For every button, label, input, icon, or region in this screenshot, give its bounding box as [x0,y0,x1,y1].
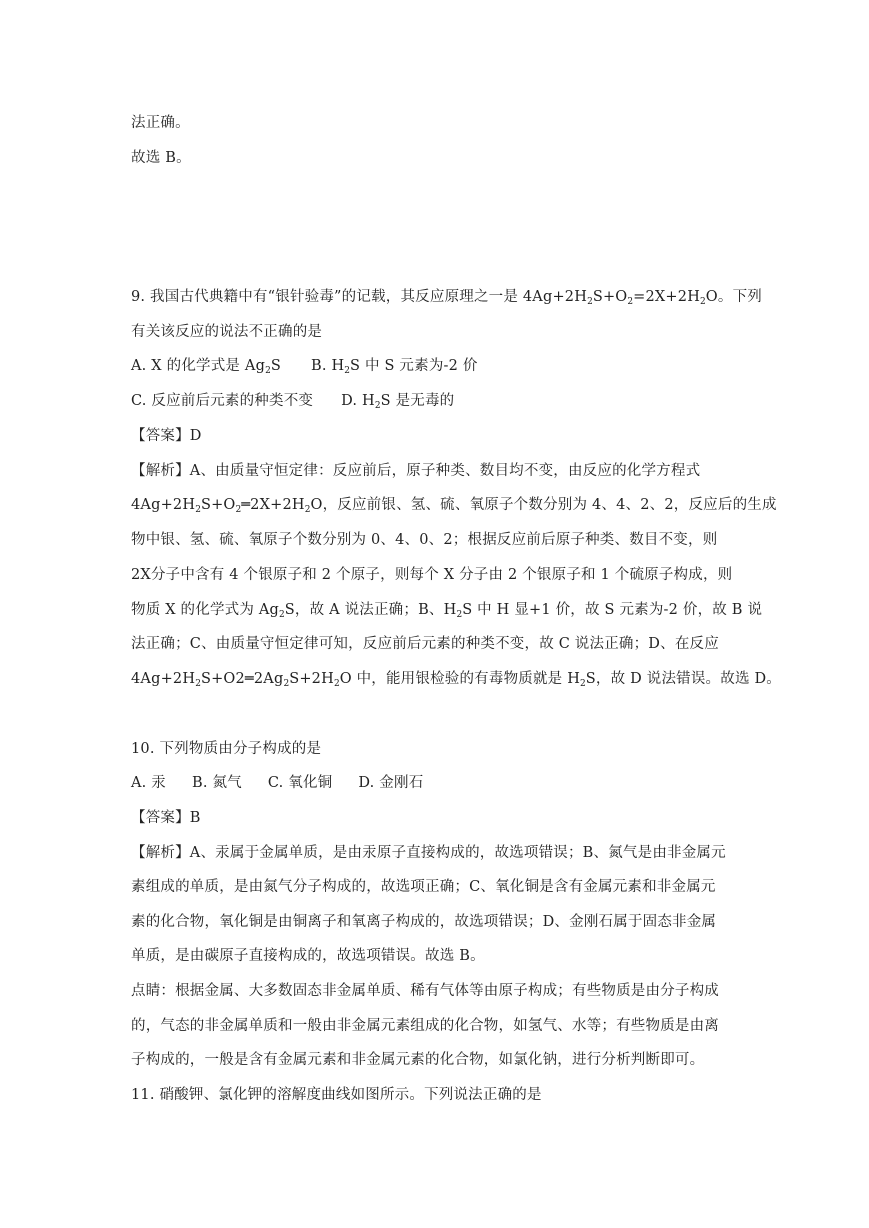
question-9-answer: 【答案】D [131,428,202,444]
question-10-analysis: 单质，是由碳原子直接构成的，故选项错误。故选 B。 [131,948,485,964]
subscript: 2 [333,679,340,689]
question-10-analysis: 【解析】A、汞属于金属单质，是由汞原子直接构成的，故选项错误；B、氮气是由非金属元 [131,845,726,861]
subscript: 2 [700,297,706,307]
text: S+O2═2Ag [200,671,284,687]
text: S+2H [289,671,334,687]
text: O，反应前银、氢、硫、氧原子个数分别为 4、4、2、2，反应后的生成 [310,497,777,513]
text: S 是无毒的 [380,393,455,409]
subscript: 2 [627,297,634,307]
question-10-note: 点睛：根据金属、大多数固态非金属单质、稀有气体等由原子构成；有些物质是由分子构成 [131,983,719,999]
question-10-answer: 【答案】B [131,810,201,826]
text: ═2X+2H [241,497,305,513]
question-10-analysis: 素的化合物，氧化铜是由铜离子和氧离子构成的，故选项错误；D、金刚石属于固态非金属 [131,914,717,930]
option-d: D. 金刚石 [358,775,424,791]
text: S [270,358,281,374]
question-9-stem-cont: 有关该反应的说法不正确的是 [131,324,323,340]
question-9-analysis: 物中银、氢、硫、氧原子个数分别为 0、4、0、2；根据反应前后原子种类、数目不变，则 [131,532,718,548]
subscript: 2 [283,679,290,689]
text-line: 法正确。 [131,115,190,131]
option-b: B. 氮气 [192,775,242,791]
text: S+O [200,497,236,513]
subscript: 2 [587,297,593,307]
question-9-analysis [131,600,762,625]
text: S 中 S 元素为-2 价 [350,358,478,374]
subscript: 2 [580,679,586,689]
subscript: 2 [374,401,381,411]
subscript: 2 [195,679,201,689]
subscript: 2 [265,366,271,376]
subscript: 2 [344,366,351,376]
option-c: C. 反应前后元素的种类不变 [131,393,314,409]
text: 9. 我国古代典籍中有“银针验毒”的记载，其反应原理之一是 4Ag+2H [131,289,588,305]
question-10-note: 的，气态的非金属单质和一般由非金属元素组成的化合物，如氢气、水等；有些物质是由离 [131,1018,719,1034]
text: S，故 D 说法错误。故选 D。 [585,671,781,687]
question-9-analysis: 2X分子中含有 4 个银原子和 2 个原子，则每个 X 分子由 2 个银原子和 1 个硫原子构成，则 [131,567,733,583]
subscript: 2 [195,505,201,515]
text: =2X+2H [633,289,701,305]
question-9-analysis [131,495,777,520]
option-a: A. 汞 [131,775,166,791]
question-10-note: 子构成的，一般是含有金属元素和非金属元素的化合物，如氯化钠，进行分析判断即可。 [131,1052,705,1068]
option-b: B. H [310,358,345,374]
question-11-stem: 11. 硝酸钾、氯化钾的溶解度曲线如图所示。下列说法正确的是 [131,1087,542,1103]
question-9-analysis: 【解析】A、由质量守恒定律：反应前后，原子种类、数目均不变，由反应的化学方程式 [131,463,701,479]
question-10-stem: 10. 下列物质由分子构成的是 [131,741,322,757]
subscript: 2 [304,505,311,515]
subscript: 2 [456,610,463,620]
question-10-options [131,773,423,793]
option-a: A. X 的化学式是 Ag [131,358,266,374]
text: O。下列 [705,289,762,305]
question-10-analysis: 素组成的单质，是由氮气分子构成的，故选项正确；C、氧化铜是含有金属元素和非金属元 [131,879,716,895]
question-9-analysis [131,669,781,694]
option-c: C. 氧化铜 [267,775,333,791]
text-line: 故选 B。 [131,150,191,166]
text: S，故 A 说法正确；B、H [284,602,457,618]
question-9-options-ab [131,356,478,381]
question-9-stem [131,287,762,312]
subscript: 2 [279,610,285,620]
text: S 中 H 显+1 价，故 S 元素为-2 价，故 B 说 [462,602,763,618]
question-9-analysis: 法正确；C、由质量守恒定律可知，反应前后元素的种类不变，故 C 说法正确；D、在反应 [131,636,719,652]
option-d: D. H [341,393,375,409]
question-9-options-cd [131,391,454,416]
text: S+O [592,289,628,305]
subscript: 2 [235,505,242,515]
text: 4Ag+2H [131,497,196,513]
text: O 中，能用银检验的有毒物质就是 H [339,671,581,687]
text: 物质 X 的化学式为 Ag [131,602,280,618]
text: 4Ag+2H [131,671,196,687]
